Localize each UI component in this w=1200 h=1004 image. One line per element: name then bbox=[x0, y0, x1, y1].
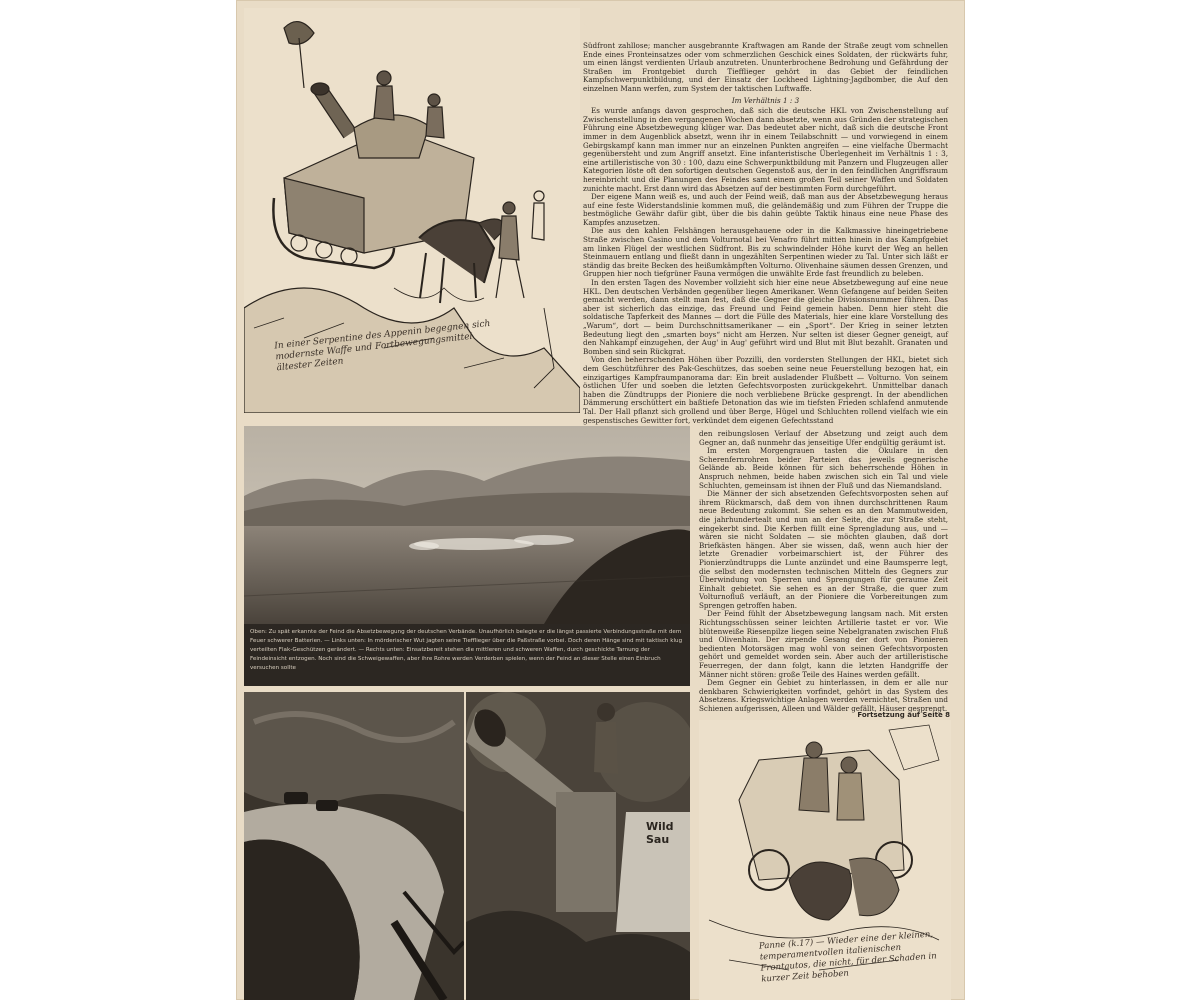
photo-mountain-road bbox=[244, 692, 464, 1000]
photo-artillery-gun bbox=[466, 692, 690, 1000]
article-paragraph: Es wurde anfangs davon gesprochen, daß sich die deutsche HKL von Zwischenstellung auf Zwischenstellung in den vergangenen Wochen dann absetzte, wenn aus Gründen der strategischen Führung eine Absetzbewegung klüger war. Das bedeutet aber nicht, daß sich die deutsche Front immer in dem Augenblick absetzt, wenn ihr in einem Teilabschnitt — und vorwiegend in einem Gebirgskampf kann man immer nur an einzelnen Punkten angreifen — eine vielfache Übermacht gegenübersteht und zum Angriff ansetzt. Eine infanteristische Überlegenheit im Verhältnis 1 : 3, eine artilleristische von 30 : 100, dazu eine Schwerpunktbildung mit Panzern und Flugzeugen aller Kategorien löste oft den sofortigen deutschen Gegenstoß aus, der in den feindlichen Angriffsraum hereinbricht und die Planungen des Feindes samt einem großen Teil seiner Waffen und Soldaten zunichte macht. Erst dann wird das Absetzen auf der bestimmten Form durchgeführt. bbox=[583, 106, 948, 193]
article-column-right bbox=[699, 430, 948, 714]
article-paragraph: In den ersten Tagen des November vollzieht sich hier eine neue Absetzbewegung auf eine neue HKL. Den deutschen Verbänden gegenüber liegen Amerikaner. Wenn Gefangene auf beiden Seiten gemacht werden, dann stellt man fest, daß die Gegner die gleiche Divisionsnummer führen. Das aber ist sicherlich das einzige, das Freund und Feind gemein haben. Denn hier steht die soldatische Tapferkeit des Mannes — dort die Fülle des Materials, hier eine klare Vorstellung des „Warum“, dort — beim Durchschnittsamerikaner — ein „Sport“. Der Krieg in seiner letzten Bedeutung liegt den „smarten boys“ nicht am Herzen. Nur selten ist dieser Gegner geneigt, auf den Nahkampf einzugehen, der Aug' in Aug' geführt wird und Blut mit Blut bezahlt. Granaten und Bomben sind sein Rückgrat. bbox=[583, 278, 948, 356]
article-paragraph: Dem Gegner ein Gebiet zu hinterlassen, in dem er alle nur denkbaren Schwierigkeiten vorfindet, gehört in das System des Absetzens. Kriegswichtige Anlagen werden vernichtet, Straßen und Schienen aufgerissen, Alleen und Wälder gefällt, Häuser gesprengt. bbox=[699, 678, 948, 713]
article-paragraph: Im ersten Morgengrauen tasten die Okulare in den Scherenfernrohren beider Parteien das jeweils gegnerische Gelände ab. Beide können für sich beherrschende Höhen in Anspruch nehmen, beide haben zwischen sich ein Tal und viele Schluchten, gemeinsam ist ihnen der Fluß und das Niemandsland. bbox=[699, 446, 948, 490]
article-paragraph: den reibungslosen Verlauf der Absetzung und zeigt auch dem Gegner an, daß nunmehr das jenseitige Ufer endgültig geräumt ist. bbox=[699, 429, 948, 447]
sketch-bottom-caption: Panne (k.17) — Wieder eine der kleinen, temperamentvollen italienischen Frontautos, die nicht, für der Schaden in kurzer Zeit behoben bbox=[758, 929, 938, 985]
continued-note: Fortsetzung auf Seite 8 bbox=[857, 711, 950, 719]
article-paragraph: Der Feind fühlt der Absetzbewegung langsam nach. Mit ersten Richtungsschüssen seiner leichten Artillerie tastet er vor. Wie blütenweiße Riesenpilze liegen seine Nebelgranaten zwischen Fluß und Olivenhain. Der zirpende Gesang der dort von Pionieren bedienten Motorsägen mag wohl von seinen Gefechtsvorposten gehört und gemeldet worden sein. Aber auch der artilleristische Feuerregen, der dann folgt, kann die letzten Handgriffe der Männer nicht stören: große Teile des Haines werden gefällt. bbox=[699, 609, 948, 679]
photo-caption: Oben: Zu spät erkannte der Feind die Absetzbewegung der deutschen Verbände. Unaufhörlich belegte er die längst passierte Verbindungsstraße mit dem Feuer schwerer Batterien. — Links unten: In mörderischer Wut jagten seine Tiefflieger über die Paßstraße vorbei. Doch deren Hänge sind mit taktisch klug verteilten Flak-Geschützen gerändert. — Rechts unten: Einsatzbereit stehen die mittleren und schweren Waffen, durch geschickte Tarnung der Feindeinsicht entzogen. Noch sind die Schweigewaffen, aber ihre Rohre werden Verderben spielen, wenn der Feind an dieser Stelle einen Einbruch versuchen sollte bbox=[244, 624, 690, 686]
artillery-gun-image bbox=[466, 692, 690, 1000]
article-paragraph: Der eigene Mann weiß es, und auch der Feind weiß, daß man aus der Absetzbewegung heraus auf eine feste Widerstandslinie kommen muß, die geländemäßig und zum Führen der Truppe die bestmögliche Gewähr dafür gibt, über die bis dahin geübte Taktik hinaus eine neue Phase des Kampfes anzusetzen. bbox=[583, 192, 948, 227]
article-column-main bbox=[583, 42, 948, 425]
mountain-road-image bbox=[244, 692, 464, 1000]
article-paragraph: Die Männer der sich absetzenden Gefechtsvorposten sehen auf ihrem Rückmarsch, daß dem von ihnen durchschrittenen Raum neue Bedeutung zukommt. Sie sehen es an den Mammutweiden, die jahrhundertealt und nun an der Seite, die zur Straße steht, eingekerbt sind. Die Kerben füllt eine Sprengladung aus, und — wären sie nicht Soldaten — sie möchten glauben, daß dort Briefkästen hängen. Aber sie wissen, daß, wenn auch hier der letzte Grenadier vorbeimarschiert ist, der Führer des Pionierzündtrupps die Lunte anzündet und eine Baumsperre legt, die selbst den modernsten technischen Mitteln des Gegners zur Überwindung von Sperren und Sprengungen für geraume Zeit Einhalt gebietet. Sie sehen es an der Straße, die quer zum Volturnofluß verläuft, an der Pioniere die Vorbereitungen zum Sprengen getroffen haben. bbox=[699, 489, 948, 610]
sketch-top-caption: In einer Serpentine des Appenin begegnen sich modernste Waffe und Fortbewegungsmittel ältester Zeiten bbox=[273, 318, 491, 374]
article-paragraph: Die aus den kahlen Felshängen herausgehauene oder in die Kalkmassive hineingetriebene Straße zwischen Casino und dem Volturnotal bei Venafro führt mitten hinein in das Kampfgebiet am linken Flügel der westlichen Südfront. Bis zu schwindelnder Höhe kurvt der Weg an hellen Steinmauern entlang und fließt dann in ungezählten Serpentinen wieder zu Tal. Unter sich läßt er ständig das breite Becken des heißumkämpften Volturno. Olivenhaine säumen dessen Grenzen, und Gruppen hier noch tiefgrüner Fauna vermögen die unwählte Erde fast freundlich zu beleben. bbox=[583, 226, 948, 279]
article-paragraph: Von den beherrschenden Höhen über Pozzilli, den vordersten Stellungen der HKL, bietet sich dem Geschützführer des Pak-Geschützes, das soeben seine neue Feuerstellung bezogen hat, ein einzigartiges Kampfraumpanorama dar: Ein breit ausladender Flußbett — Volturno. Von seinem östlichen Ufer und soeben die letzten Gefechtsvorposten zurückgekehrt. Unmittelbar danach haben die Zündtrupps der Pioniere die noch verbliebene Brücke gesprengt. In der abendlichen Dämmerung erschüttert ein baßtiefe Detonation das wie im tiefsten Frieden schlafend anmutende Tal. Der Hall pflanzt sich grollend und über Berge, Hügel und Schluchten rollend vielfach wie ein gespenstisches Gewitter fort, verkündet dem eigenen Gefechtsstand bbox=[583, 355, 948, 425]
valley-photo-image bbox=[244, 426, 690, 624]
photo-valley-smoke bbox=[244, 426, 690, 624]
gun-sign-text: Wild Sau bbox=[646, 820, 674, 846]
article-intro: Südfront zahllose; mancher ausgebrannte Kraftwagen am Rande der Straße zeugt vom schnellen Ende eines Fronteinsatzes oder vom schmerzlichen Geschick eines Soldaten, der rückwärts fuhr, um einen längst verdienten Urlaub anzutreten. Ununterbrochene Bedrohung und Gefährdung der Straßen im Frontgebiet durch Tiefflieger gehört in das Gebiet der feindlichen Kampfschwerpunktbildung, und der Einsatz der Lockheed Lightning-Jagdbomber, die Auf den einzelnen Mann werfen, zum System der taktischen Luftwaffe. bbox=[583, 41, 948, 93]
article-subheading: Im Verhältnis 1 : 3 bbox=[731, 95, 800, 105]
